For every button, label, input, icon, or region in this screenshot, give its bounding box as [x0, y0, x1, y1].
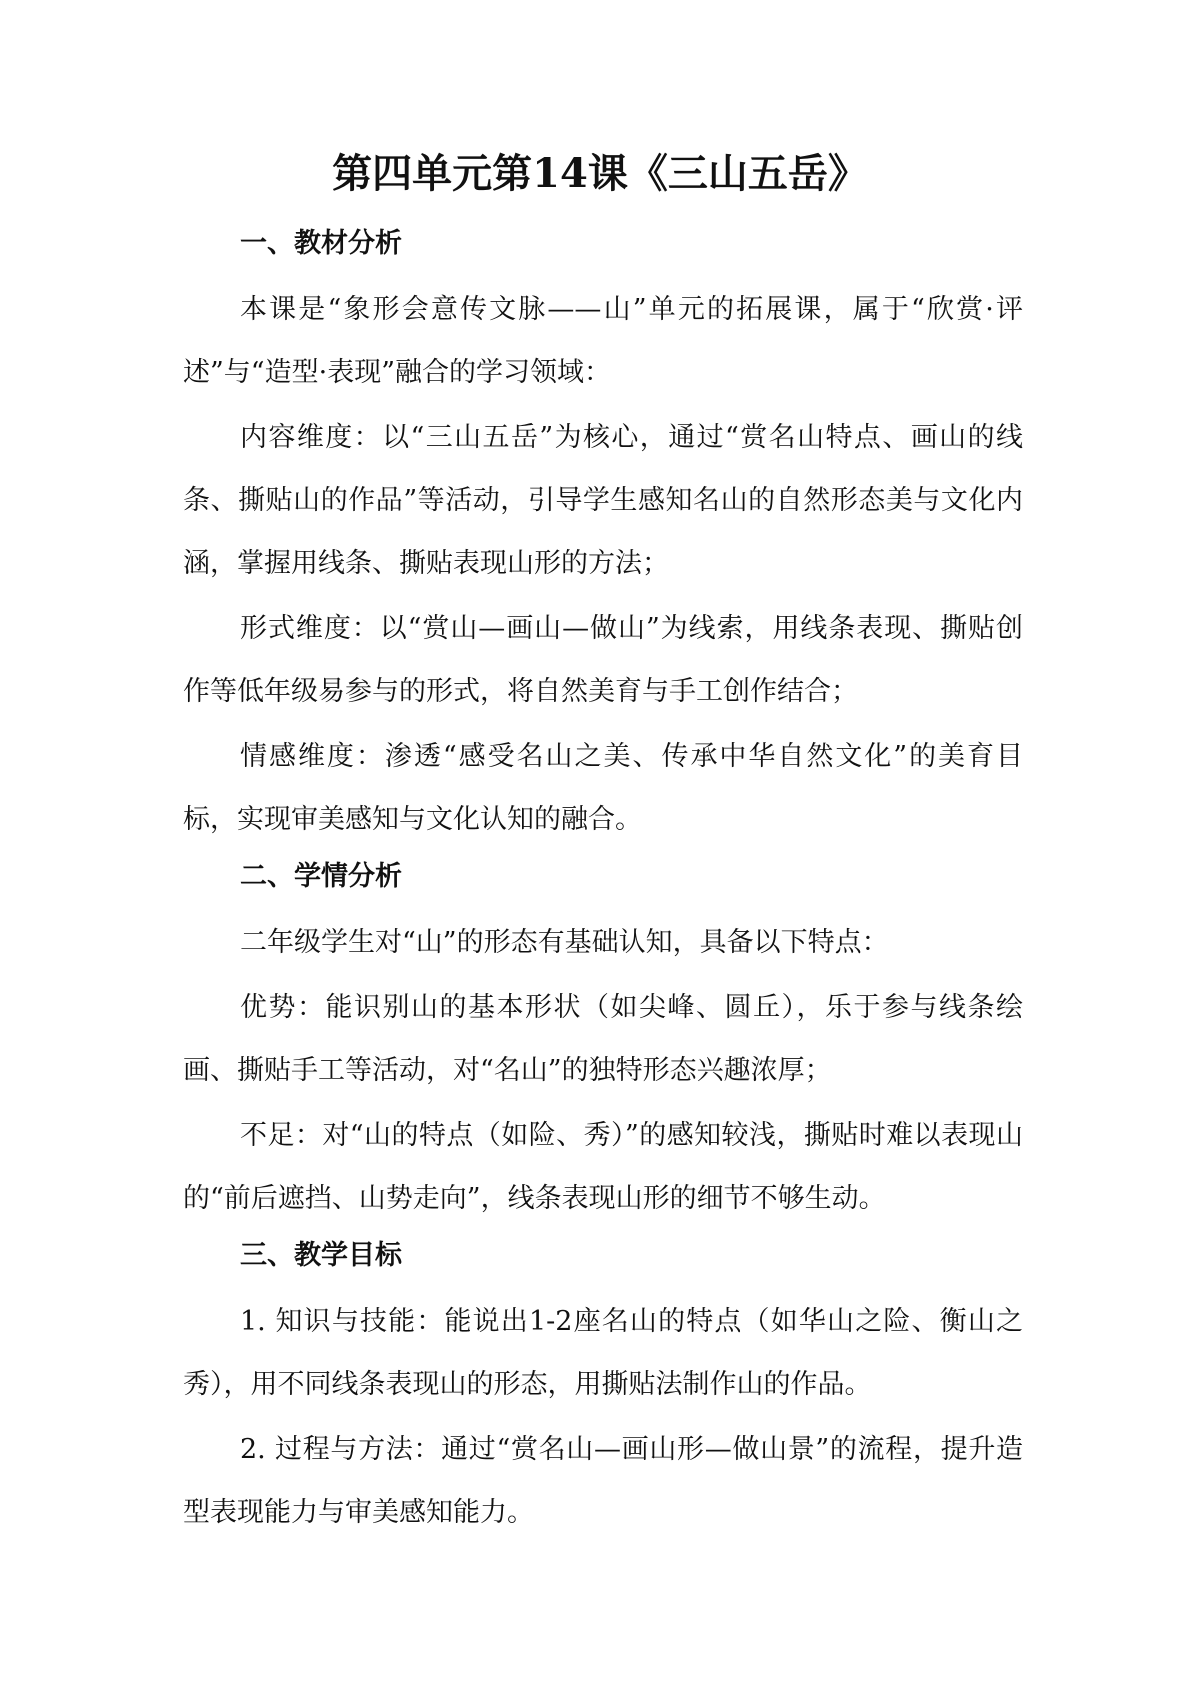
paragraph: 二年级学生对“山”的形态有基础认知，具备以下特点： — [240, 927, 889, 958]
document-title: 第四单元第14课《三山五岳》 — [332, 150, 868, 197]
section-teaching-goals — [183, 1232, 1023, 1544]
document-body — [183, 220, 1023, 1546]
paragraph: 形式维度：以“赏山—画山—做山”为线索，用线条表现、撕贴创作等低年级易参与的形式，将自然美育与手工创作结合； — [183, 613, 1023, 707]
paragraph: 内容维度：以“三山五岳”为核心，通过“赏名山特点、画山的线条、撕贴山的作品”等活动，引导学生感知名山的自然形态美与文化内涵，掌握用线条、撕贴表现山形的方法； — [183, 422, 1023, 579]
section-heading: 一、教材分析 — [240, 228, 402, 259]
section-heading: 二、学情分析 — [240, 861, 402, 892]
section-student-analysis — [183, 853, 1023, 1230]
paragraph: 优势：能识别山的基本形状（如尖峰、圆丘），乐于参与线条绘画、撕贴手工等活动，对“名山”的独特形态兴趣浓厚； — [183, 992, 1023, 1086]
paragraph: 2. 过程与方法：通过“赏名山—画山形—做山景”的流程，提升造型表现能力与审美感知能力。 — [183, 1434, 1023, 1528]
paragraph: 1. 知识与技能：能说出1-2座名山的特点（如华山之险、衡山之秀），用不同线条表现山的形态，用撕贴法制作山的作品。 — [183, 1306, 1023, 1400]
paragraph: 情感维度：渗透“感受名山之美、传承中华自然文化”的美育目标，实现审美感知与文化认知的融合。 — [183, 741, 1023, 835]
section-heading: 三、教学目标 — [240, 1240, 402, 1271]
paragraph: 不足：对“山的特点（如险、秀）”的感知较浅，撕贴时难以表现山的“前后遮挡、山势走向”，线条表现山形的细节不够生动。 — [183, 1120, 1023, 1214]
section-textbook-analysis — [183, 220, 1023, 851]
paragraph: 本课是“象形会意传文脉——山”单元的拓展课，属于“欣赏·评述”与“造型·表现”融合的学习领域： — [183, 294, 1023, 388]
